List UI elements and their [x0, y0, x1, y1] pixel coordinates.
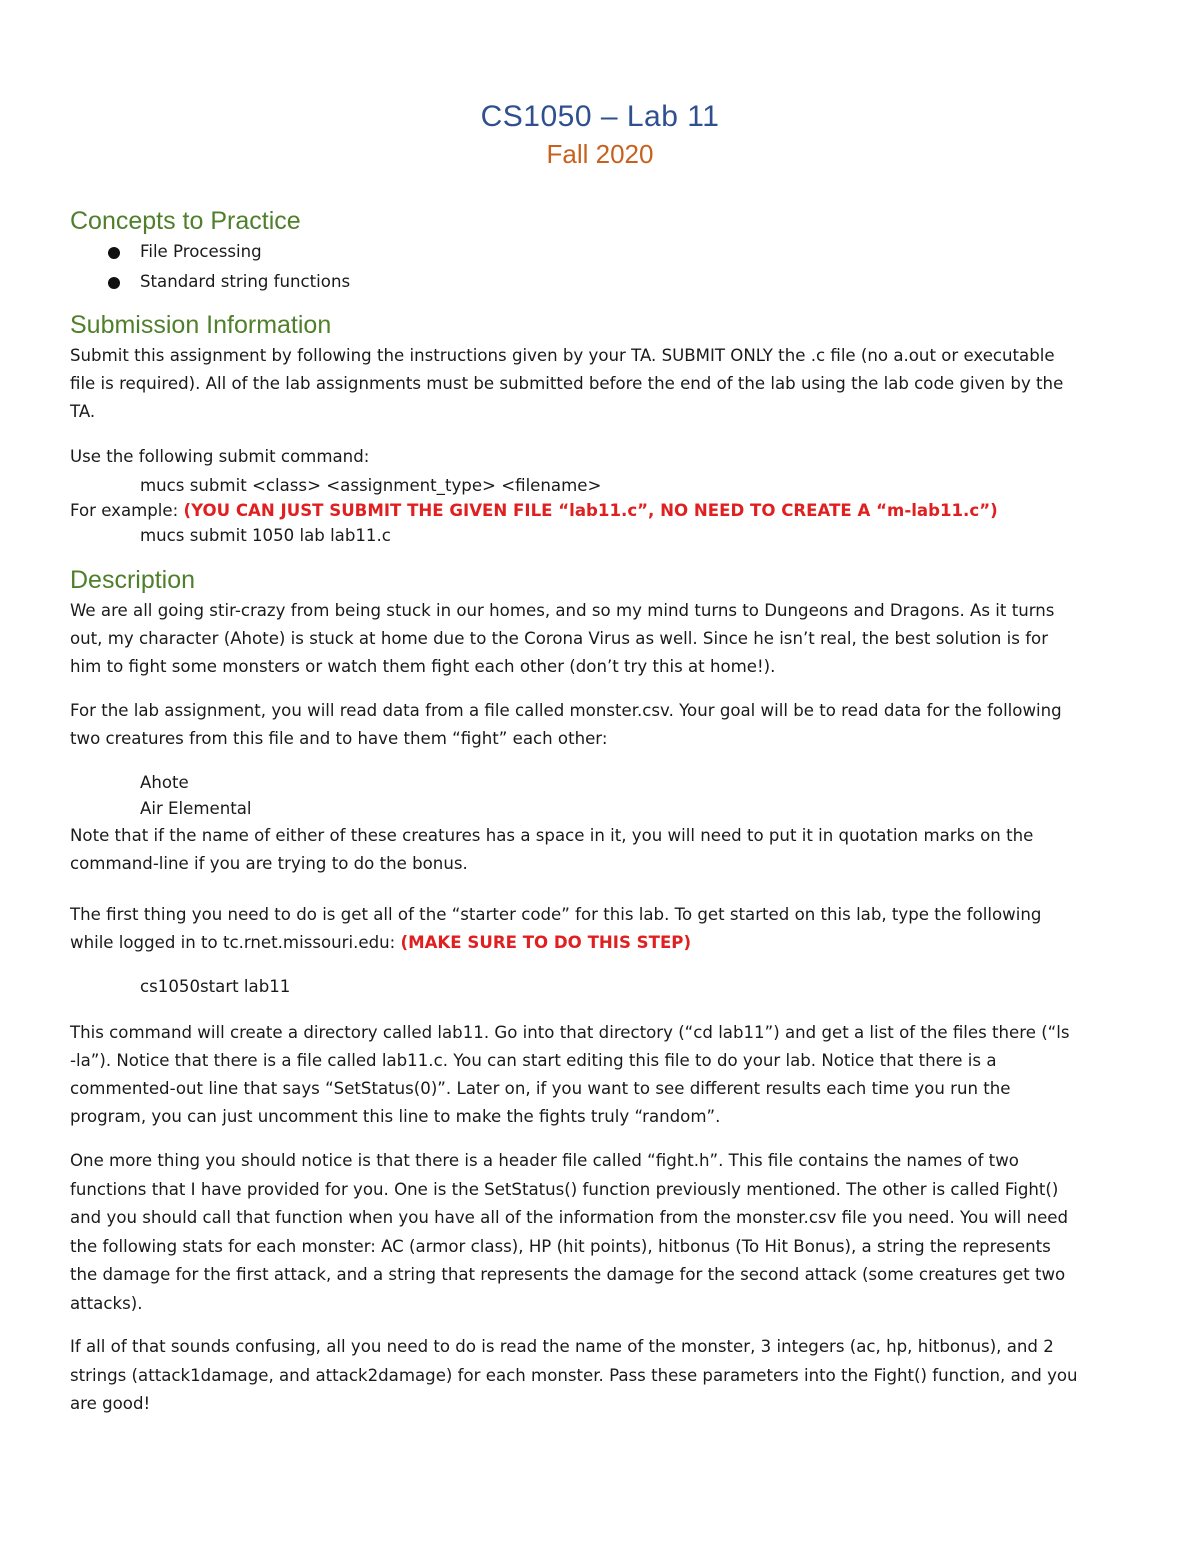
- description-text: functions that I have provided for you. One is the SetStatus() function previously mentioned. The other is called Fight(): [70, 1180, 1059, 1199]
- description-text: [70, 929, 1130, 958]
- submission-text: TA.: [70, 402, 96, 421]
- description-text: program, you can just uncomment this line to make the fights truly “random”.: [70, 1107, 721, 1126]
- description-text: -la”). Notice that there is a file called lab11.c. You can start editing this file to do your lab. Notice that there is a: [70, 1051, 997, 1070]
- submission-text: file is required). All of the lab assignments must be submitted before the end of the lab using the lab code given by the: [70, 374, 1064, 393]
- description-text: are good!: [70, 1394, 151, 1413]
- description-text: One more thing you should notice is that there is a header file called “fight.h”. This file contains the names of two: [70, 1151, 1019, 1170]
- page-subtitle: Fall 2020: [546, 139, 654, 169]
- description-text: command-line if you are trying to do the bonus.: [70, 854, 468, 873]
- example-note: (YOU CAN JUST SUBMIT THE GIVEN FILE “lab11.c”, NO NEED TO CREATE A “m-lab11.c”): [183, 501, 998, 520]
- description-text: Note that if the name of either of these creatures has a space in it, you will need to put it in quotation marks on the: [70, 826, 1034, 845]
- description-text: attacks).: [70, 1294, 143, 1313]
- description-text: two creatures from this file and to have them “fight” each other:: [70, 729, 608, 748]
- example-label: For example:: [70, 501, 184, 520]
- description-text: and you should call that function when you have all of the information from the monster.csv file you need. You will need: [70, 1208, 1069, 1227]
- description-text: This command will create a directory called lab11. Go into that directory (“cd lab11”) and get a list of the files there (“ls: [70, 1023, 1070, 1042]
- description-text: We are all going stir-crazy from being stuck in our homes, and so my mind turns to Dungeons and Dragons. As it turns: [70, 601, 1055, 620]
- description-text: For the lab assignment, you will read data from a file called monster.csv. Your goal will be to read data for the following: [70, 701, 1062, 720]
- description-text: out, my character (Ahote) is stuck at home due to the Corona Virus as well. Since he isn’t real, the best solution is for: [70, 629, 1049, 648]
- description-text: him to fight some monsters or watch them fight each other (don’t try this at home!).: [70, 657, 776, 676]
- description-text: the following stats for each monster: AC (armor class), HP (hit points), hitbonus (To Hit Bonus), a string the represents: [70, 1237, 1051, 1256]
- concept-item: File Processing: [140, 242, 262, 261]
- creature-name: Ahote: [140, 773, 189, 792]
- concepts-heading: Concepts to Practice: [70, 207, 301, 235]
- description-text: commented-out line that says “SetStatus(0)”. Later on, if you want to see different results each time you run the: [70, 1079, 1011, 1098]
- page-title: CS1050 – Lab 11: [480, 100, 720, 133]
- description-heading: Description: [70, 566, 196, 594]
- description-text: If all of that sounds confusing, all you need to do is read the name of the monster, 3 integers (ac, hp, hitbonus), and 2: [70, 1337, 1054, 1356]
- creature-name: Air Elemental: [140, 799, 252, 818]
- example-line: [70, 497, 1130, 526]
- bullet-icon: [108, 277, 120, 289]
- starter-line: while logged in to tc.rnet.missouri.edu:: [70, 933, 401, 952]
- example-command: mucs submit 1050 lab lab11.c: [140, 526, 391, 545]
- description-text: strings (attack1damage, and attack2damage) for each monster. Pass these parameters into the Fight() function, and you: [70, 1366, 1078, 1385]
- bullet-icon: [108, 247, 120, 259]
- start-command: cs1050start lab11: [140, 977, 291, 996]
- submission-text: Submit this assignment by following the instructions given by your TA. SUBMIT ONLY the .c file (no a.out or executable: [70, 346, 1055, 365]
- submission-heading: Submission Information: [70, 311, 332, 339]
- concept-item: Standard string functions: [140, 272, 351, 291]
- submit-command-template: mucs submit <class> <assignment_type> <filename>: [140, 476, 602, 495]
- submit-command-intro: Use the following submit command:: [70, 447, 370, 466]
- description-text: the damage for the first attack, and a string that represents the damage for the second attack (some creatures get two: [70, 1265, 1066, 1284]
- description-text: The first thing you need to do is get all of the “starter code” for this lab. To get started on this lab, type the following: [70, 905, 1042, 924]
- step-note: (MAKE SURE TO DO THIS STEP): [400, 933, 692, 952]
